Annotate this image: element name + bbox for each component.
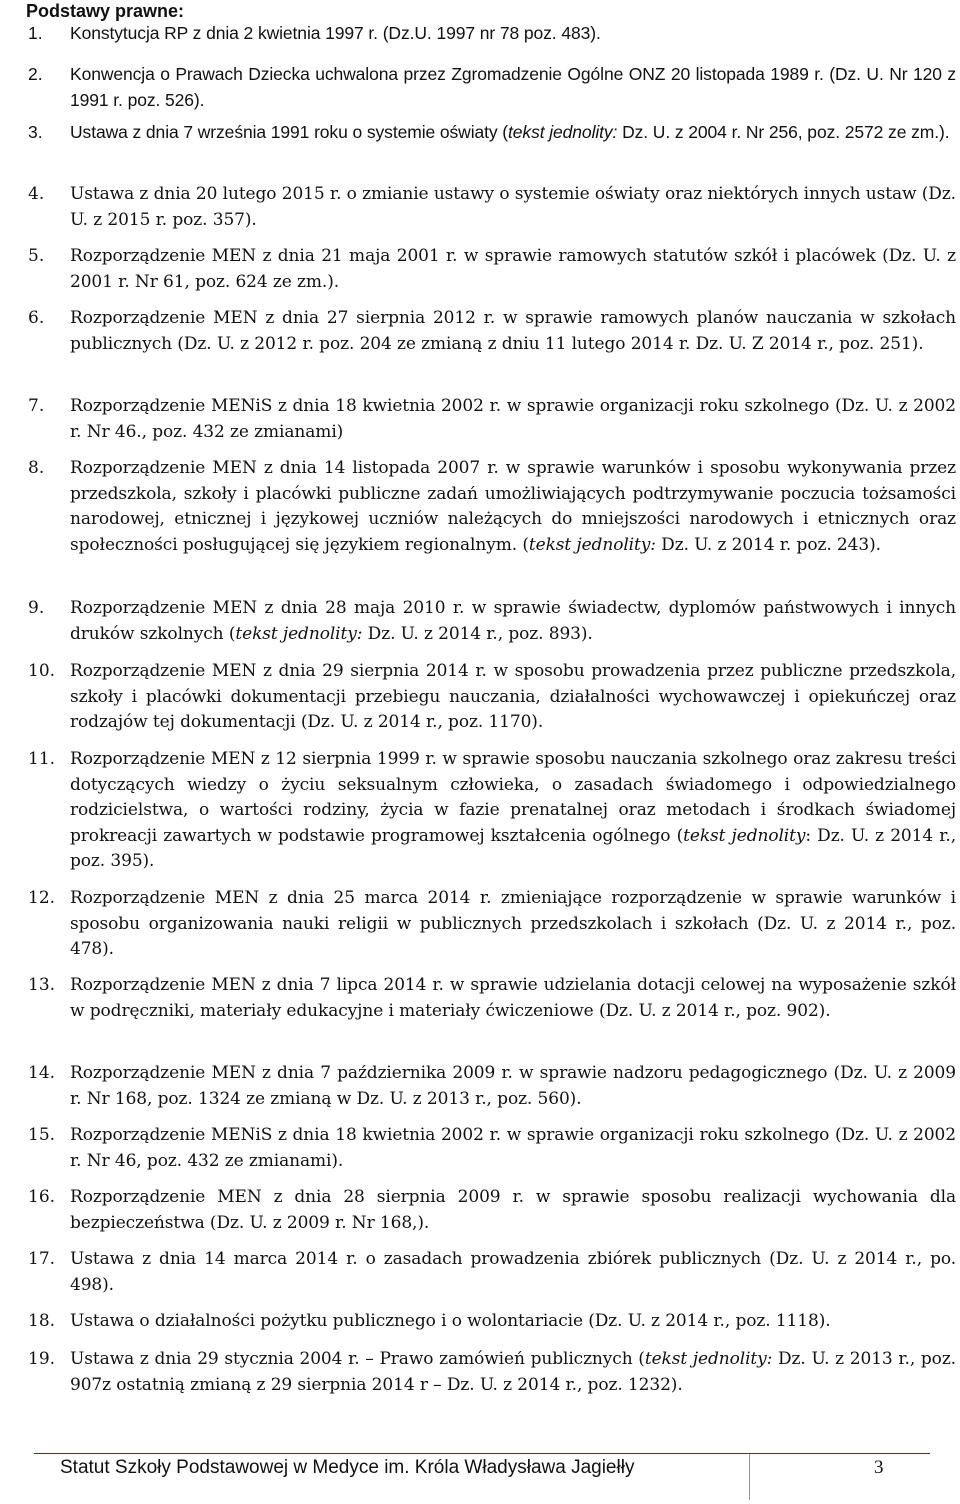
item-number: 15. bbox=[28, 1125, 56, 1145]
list-item bbox=[28, 120, 956, 146]
item-text: Ustawa z dnia 20 lutego 2015 r. o zmianie ustawy o systemie oświaty oraz niektórych innych ustaw (Dz. U. z 2015 r. poz. 357). bbox=[70, 184, 956, 230]
list-item bbox=[28, 1309, 956, 1335]
item-number: 2. bbox=[28, 64, 43, 84]
item-number: 1. bbox=[28, 23, 43, 43]
item-text: Rozporządzenie MENiS z dnia 18 kwietnia 2002 r. w sprawie organizacji roku szkolnego (Dz. U. z 2002 r. Nr 46., poz. 432 ze zmianami) bbox=[70, 396, 956, 442]
item-number: 7. bbox=[28, 396, 45, 416]
item-number: 10. bbox=[28, 661, 56, 681]
item-text: Ustawa z dnia 7 września 1991 roku o systemie oświaty (tekst jednolity: Dz. U. z 2004 r. Nr 256, poz. 2572 ze zm.). bbox=[70, 122, 950, 142]
item-text: Rozporządzenie MEN z dnia 7 lipca 2014 r. w sprawie udzielania dotacji celowej na wyposażenie szkół w podręczniki, materiały edukacyjne i materiały ćwiczeniowe (Dz. U. z 2014 r., poz. 902). bbox=[70, 975, 956, 1021]
list-item bbox=[28, 747, 956, 875]
item-number: 6. bbox=[28, 308, 45, 328]
item-number: 16. bbox=[28, 1187, 56, 1207]
page-footer bbox=[34, 1454, 930, 1500]
item-number: 19. bbox=[28, 1349, 56, 1369]
list-item bbox=[28, 394, 956, 445]
item-text: Ustawa o działalności pożytku publicznego i o wolontariacie (Dz. U. z 2014 r., poz. 1118). bbox=[70, 1311, 831, 1331]
item-text: Ustawa z dnia 29 stycznia 2004 r. – Prawo zamówień publicznych (tekst jednolity: Dz. U. z 2013 r., poz. 907z ostatnią zmianą z 29 sierpnia 2014 r – Dz. U. z 2014 r., poz. 1232). bbox=[70, 1349, 956, 1395]
item-text: Rozporządzenie MEN z dnia 27 sierpnia 2012 r. w sprawie ramowych planów nauczania w szkołach publicznych (Dz. U. z 2012 r. poz. 204 ze zmianą z dniu 11 lutego 2014 r. Dz. U. Z 2014 r., poz. 251). bbox=[70, 308, 956, 354]
item-text: Rozporządzenie MEN z dnia 7 października 2009 r. w sprawie nadzoru pedagogicznego (Dz. U. z 2009 r. Nr 168, poz. 1324 ze zmianą w Dz. U. z 2013 r., poz. 560). bbox=[70, 1063, 956, 1109]
footer-divider bbox=[749, 1454, 750, 1500]
item-text: Rozporządzenie MEN z dnia 25 marca 2014 r. zmieniające rozporządzenie w sprawie warunków i sposobu organizowania nauki religii w publicznych przedszkolach i szkołach (Dz. U. z 2014 r., poz. 478). bbox=[70, 888, 956, 959]
item-text: Ustawa z dnia 14 marca 2014 r. o zasadach prowadzenia zbiórek publicznych (Dz. U. z 2014 r., po. 498). bbox=[70, 1249, 956, 1295]
item-text: Rozporządzenie MEN z dnia 28 sierpnia 2009 r. w sprawie sposobu realizacji wychowania dla bezpieczeństwa (Dz. U. z 2009 r. Nr 168,). bbox=[70, 1187, 956, 1233]
list-item bbox=[28, 456, 956, 558]
item-number: 4. bbox=[28, 184, 45, 204]
list-item bbox=[28, 973, 956, 1024]
item-number: 18. bbox=[28, 1311, 56, 1331]
page-number: 3 bbox=[874, 1457, 884, 1478]
item-text: Rozporządzenie MEN z dnia 28 maja 2010 r. w sprawie świadectw, dyplomów państwowych i innych druków szkolnych (tekst jednolity: Dz. U. z 2014 r., poz. 893). bbox=[70, 598, 956, 644]
list-item bbox=[28, 306, 956, 357]
item-number: 9. bbox=[28, 598, 45, 618]
section-heading: Podstawy prawne: bbox=[26, 1, 185, 21]
item-text: Rozporządzenie MEN z dnia 21 maja 2001 r. w sprawie ramowych statutów szkół i placówek (Dz. U. z 2001 r. Nr 61, poz. 624 ze zm.). bbox=[70, 246, 956, 292]
list-item bbox=[28, 659, 956, 736]
item-text: Rozporządzenie MEN z 12 sierpnia 1999 r. w sprawie sposobu nauczania szkolnego oraz zakresu treści dotyczących wiedzy o życiu seksualnym człowieka, o zasadach świadomego i odpowiedzialnego rodzicielstwa, o wartości rodziny, życia w fazie prenatalnej oraz metodach i środkach świadomej prokreacji zawartych w podstawie programowej kształcenia ogólnego (tekst jednolity: Dz. U. z 2014 r., poz. 395). bbox=[70, 749, 957, 871]
item-text: Konwencja o Prawach Dziecka uchwalona przez Zgromadzenie Ogólne ONZ 20 listopada 1989 r. (Dz. U. Nr 120 z 1991 r. poz. 526). bbox=[70, 64, 956, 110]
list-item bbox=[28, 1347, 956, 1398]
list-item bbox=[28, 1185, 956, 1236]
item-number: 17. bbox=[28, 1249, 56, 1269]
item-number: 3. bbox=[28, 122, 43, 142]
list-item bbox=[28, 1123, 956, 1174]
item-text: Rozporządzenie MENiS z dnia 18 kwietnia 2002 r. w sprawie organizacji roku szkolnego (Dz. U. z 2002 r. Nr 46, poz. 432 ze zmianami). bbox=[70, 1125, 956, 1171]
list-item bbox=[28, 62, 956, 113]
footer-title: Statut Szkoły Podstawowej w Medyce im. Króla Władysława Jagiełły bbox=[60, 1457, 635, 1478]
item-number: 12. bbox=[28, 888, 56, 908]
list-item bbox=[28, 182, 956, 233]
item-text: Rozporządzenie MEN z dnia 14 listopada 2007 r. w sprawie warunków i sposobu wykonywania przez przedszkola, szkoły i placówki publiczne zadań umożliwiających podtrzymywanie poczucia tożsamości narodowej, etnicznej i językowej uczniów należących do mniejszości narodowych i etnicznych oraz społeczności posługującej się językiem regionalnym. (tekst jednolity: Dz. U. z 2014 r. poz. 243). bbox=[70, 458, 956, 555]
item-text: Rozporządzenie MEN z dnia 29 sierpnia 2014 r. w sposobu prowadzenia przez publiczne przedszkola, szkoły i placówki dokumentacji przebiegu nauczania, działalności wychowawczej i opiekuńczej oraz rodzajów tej dokumentacji (Dz. U. z 2014 r., poz. 1170). bbox=[70, 661, 956, 732]
item-number: 13. bbox=[28, 975, 56, 995]
list-item bbox=[28, 1061, 956, 1112]
list-item bbox=[28, 596, 956, 647]
list-item bbox=[28, 21, 956, 47]
item-number: 11. bbox=[28, 749, 56, 769]
list-item bbox=[28, 244, 956, 295]
item-number: 14. bbox=[28, 1063, 56, 1083]
item-number: 8. bbox=[28, 458, 45, 478]
item-text: Konstytucja RP z dnia 2 kwietnia 1997 r. (Dz.U. 1997 nr 78 poz. 483). bbox=[70, 23, 601, 43]
item-number: 5. bbox=[28, 246, 45, 266]
list-item bbox=[28, 1247, 956, 1298]
list-item bbox=[28, 886, 956, 963]
